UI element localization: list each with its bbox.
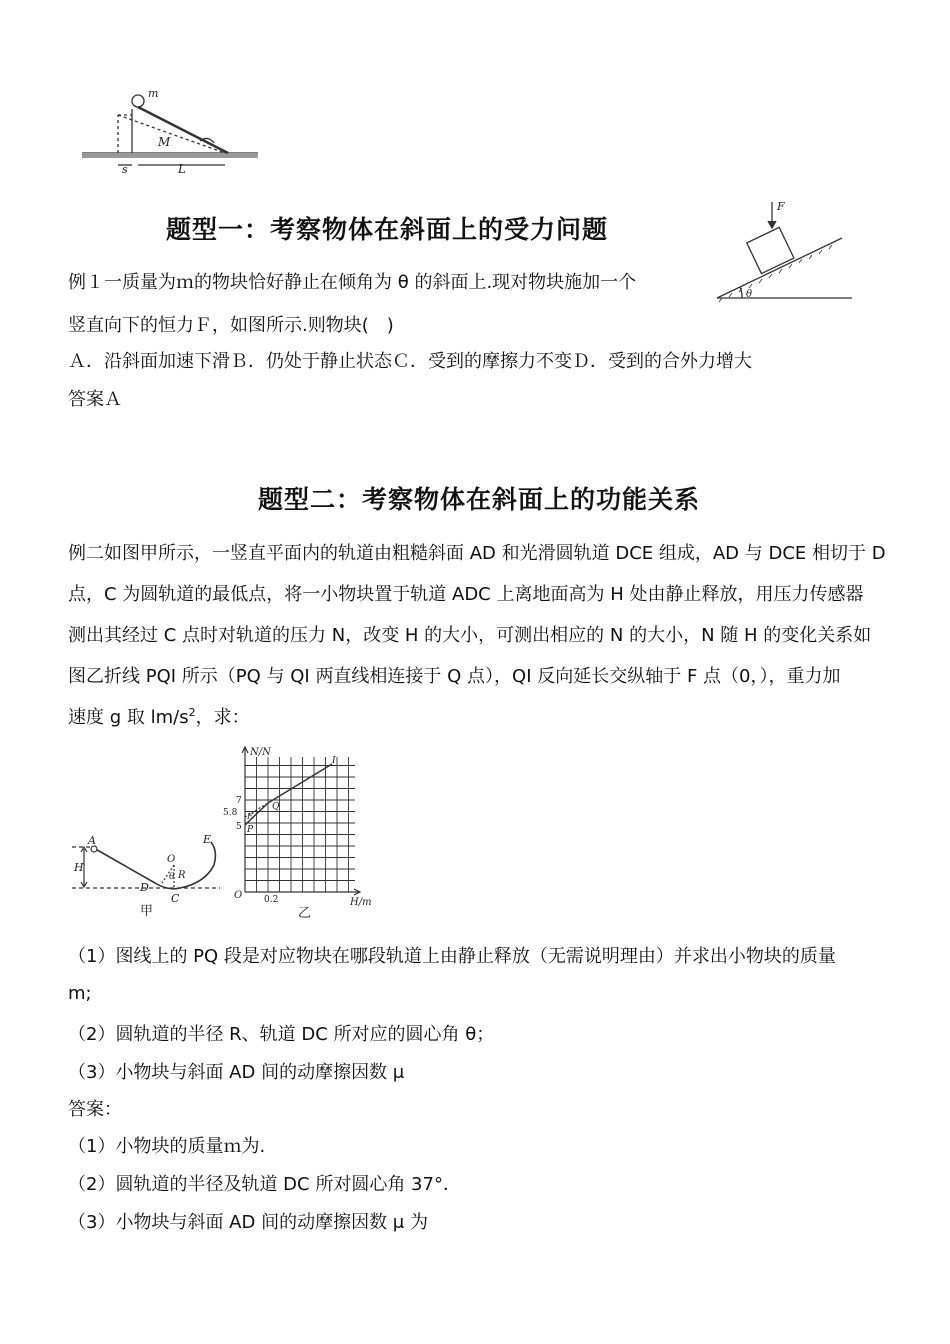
rod-board-figure xyxy=(80,85,280,175)
caption-jia: 甲 xyxy=(140,904,154,919)
axis-xlabel: H/m xyxy=(350,897,372,908)
label-H: H xyxy=(74,861,84,874)
graph-figure-yi xyxy=(223,745,378,921)
ytick-5: 5 xyxy=(236,822,242,832)
problem-line5-b: ，求： xyxy=(195,707,250,728)
section2-problem-line1: 例二如图甲所示，一竖直平面内的轨道由粗糙斜面 AD 和光滑圆轨道 DCE 组成，AD 与 DCE 相切于 D xyxy=(68,543,886,564)
xtick-0.2: 0.2 xyxy=(264,895,279,905)
label-theta: θ xyxy=(746,289,753,300)
point-F: F xyxy=(247,812,253,821)
label-F: F xyxy=(777,200,785,213)
axis-origin: O xyxy=(234,890,243,901)
label-M: M xyxy=(158,135,171,149)
label-L: L xyxy=(178,162,186,176)
section2-problem-line3: 测出其经过 C 点时对轨道的压力 N，改变 H 的大小，可测出相应的 N 的大小，N 随 H 的变化关系如 xyxy=(68,625,872,646)
label-D: D xyxy=(140,881,149,894)
answer-label: 答案： xyxy=(68,1099,122,1120)
section1-answer: 答案Ａ xyxy=(68,389,122,410)
section2-problem-line4: 图乙折线 PQI 所示（PQ 与 QI 两直线相连接于 Q 点），QI 反向延长交纵轴于 F 点（0，），重力加 xyxy=(68,666,841,687)
problem-line5-a: 速度 g 取 lm/s xyxy=(68,707,189,728)
section2-problem-line2: 点，C 为圆轨道的最低点，将一小物块置于轨道 ADC 上离地面高为 H 处由静止释放，用压力传感器 xyxy=(68,584,864,605)
label-A: A xyxy=(88,834,96,847)
question2: （2）圆轨道的半径 R、轨道 DC 所对应的圆心角 θ； xyxy=(68,1024,495,1045)
label-O: O xyxy=(167,854,176,865)
label-E: E xyxy=(203,833,212,846)
section1-question-line1: 例１一质量为ｍ的物块恰好静止在倾角为 θ 的斜面上.现对物块施加一个 xyxy=(68,272,637,293)
label-R: R xyxy=(178,870,186,881)
section2-title: 题型二：考察物体在斜面上的功能关系 xyxy=(258,485,701,514)
label-m: m xyxy=(148,87,159,100)
section1-options: Ａ．沿斜面加速下滑Ｂ．仍处于静止状态Ｃ．受到的摩擦力不变Ｄ．受到的合外力增大 xyxy=(68,351,752,372)
problem-line5-sup: 2 xyxy=(188,706,196,719)
point-I: I xyxy=(332,756,336,766)
ytick-7: 7 xyxy=(236,796,242,806)
question3: （3）小物块与斜面 AD 间的动摩擦因数 μ xyxy=(68,1062,405,1083)
caption-yi: 乙 xyxy=(298,906,312,921)
label-theta-jia: θ xyxy=(169,872,175,882)
label-C: C xyxy=(171,892,180,905)
axis-ylabel: N/N xyxy=(250,747,271,758)
answer3: （3）小物块与斜面 AD 间的动摩擦因数 μ 为 xyxy=(68,1212,428,1233)
ytick-5.8: 5.8 xyxy=(223,808,238,818)
point-Q: Q xyxy=(272,802,280,812)
question1-line2: m; xyxy=(68,983,92,1004)
track-figure-jia xyxy=(70,825,243,920)
label-s: s xyxy=(122,163,128,176)
question1-line1: （1）图线上的 PQ 段是对应物块在哪段轨道上由静止释放（无需说明理由）并求出小物块的质量 xyxy=(68,946,836,967)
answer1: （1）小物块的质量ｍ为. xyxy=(68,1136,266,1157)
section1-question-line2: 竖直向下的恒力Ｆ，如图所示.则物块( ) xyxy=(68,315,394,336)
incline-block-figure xyxy=(712,200,857,300)
section1-title: 题型一：考察物体在斜面上的受力问题 xyxy=(166,215,609,244)
answer2: （2）圆轨道的半径及轨道 DC 所对圆心角 37°． xyxy=(68,1174,461,1195)
section2-problem-line5 xyxy=(68,703,250,729)
point-P: P xyxy=(247,825,254,835)
